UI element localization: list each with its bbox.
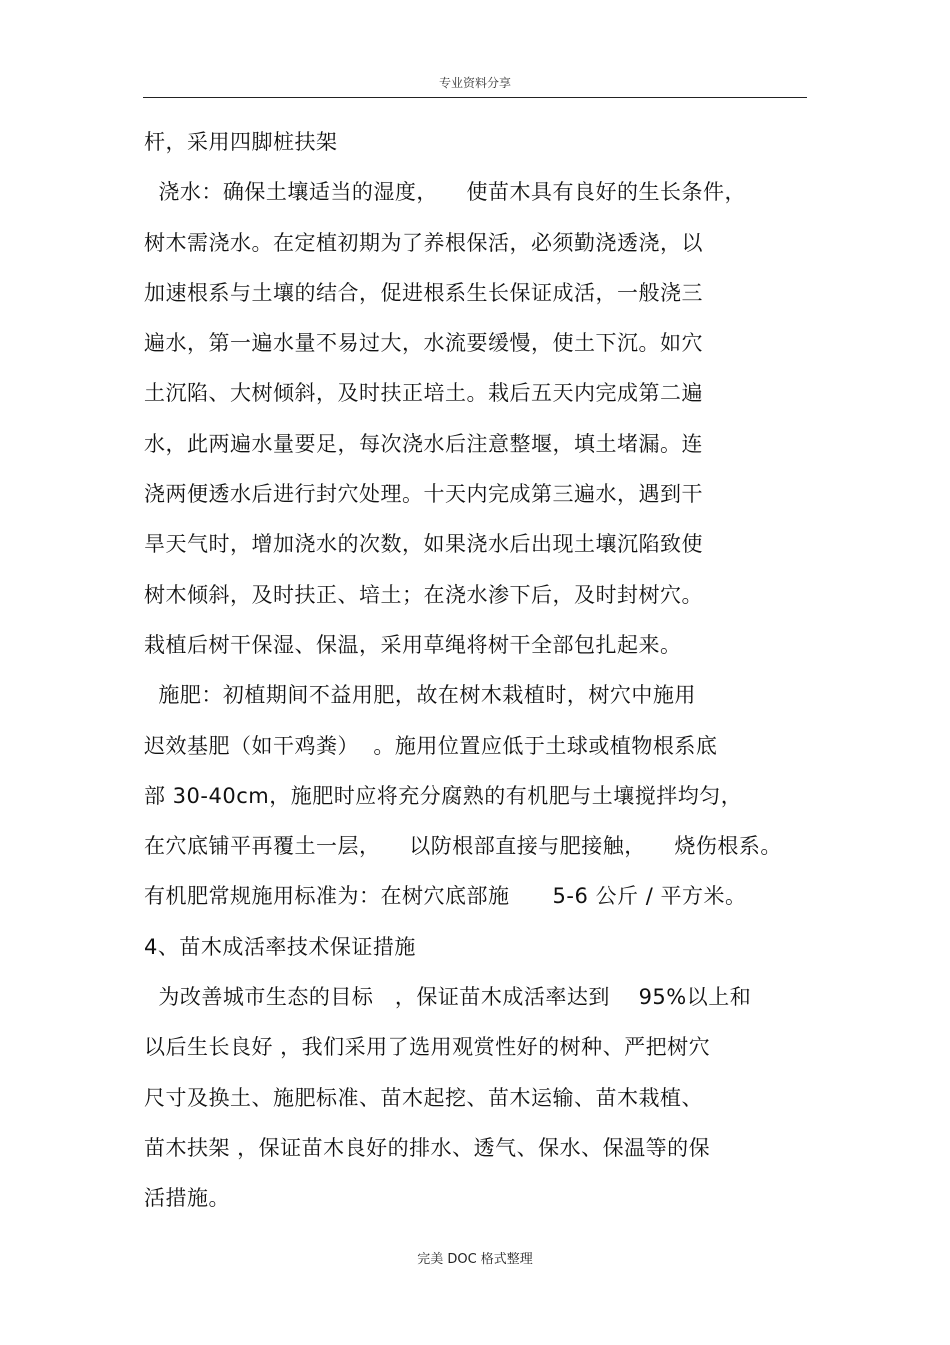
text-line: 加速根系与土壤的结合，促进根系生长保证成活，一般浇三 — [144, 280, 703, 305]
page-header: 专业资料分享 — [438, 76, 511, 90]
text-line: 活措施。 — [144, 1186, 230, 1211]
section-heading: 4、苗木成活率技术保证措施 — [144, 934, 416, 959]
text-line: 有机肥常规施用标准为：在树穴底部施 5-6 公斤 / 平方米。 — [144, 884, 747, 909]
text-line: 浇水：确保土壤适当的湿度， 使苗木具有良好的生长条件， — [144, 180, 747, 205]
text-line: 施肥：初植期间不益用肥，故在树木栽植时，树穴中施用 — [144, 683, 696, 708]
header-divider — [143, 97, 807, 98]
text-line: 在穴底铺平再覆土一层， 以防根部直接与肥接触， 烧伤根系。 — [144, 834, 782, 859]
text-line: 苗木扶架 ，保证苗木良好的排水、透气、保水、保温等的保 — [144, 1135, 711, 1160]
text-line: 尺寸及换土、施肥标准、苗木起挖、苗木运输、苗木栽植、 — [144, 1085, 703, 1110]
text-line: 部 30-40cm，施肥时应将充分腐熟的有机肥与土壤搅拌均匀， — [144, 783, 743, 808]
text-line: 遍水，第一遍水量不易过大，水流要缓慢，使土下沉。如穴 — [144, 331, 703, 356]
page-footer: 完美 DOC 格式整理 — [417, 1252, 533, 1267]
text-line: 土沉陷、大树倾斜，及时扶正培土。栽后五天内完成第二遍 — [144, 381, 703, 406]
text-line: 旱天气时，增加浇水的次数，如果浇水后出现土壤沉陷致使 — [144, 532, 703, 557]
text-line: 水，此两遍水量要足，每次浇水后注意整堰，填土堵漏。连 — [144, 431, 703, 456]
text-line: 杆，采用四脚桩扶架 — [144, 130, 338, 154]
text-line: 为改善城市生态的目标 ，保证苗木成活率达到 95%以上和 — [144, 985, 752, 1010]
text-line: 树木倾斜，及时扶正、培土；在浇水渗下后，及时封树穴。 — [144, 582, 703, 607]
text-line: 栽植后树干保湿、保温，采用草绳将树干全部包扎起来。 — [144, 632, 682, 657]
text-line: 浇两便透水后进行封穴处理。十天内完成第三遍水，遇到干 — [144, 482, 703, 507]
text-line: 以后生长良好 ，我们采用了选用观赏性好的树种、严把树穴 — [144, 1035, 711, 1060]
text-line: 迟效基肥（如干鸡粪） 。施用位置应低于土球或植物根系底 — [144, 733, 718, 758]
document-body — [144, 122, 824, 1229]
text-line: 树木需浇水。在定植初期为了养根保活，必须勤浇透浇，以 — [144, 230, 703, 255]
